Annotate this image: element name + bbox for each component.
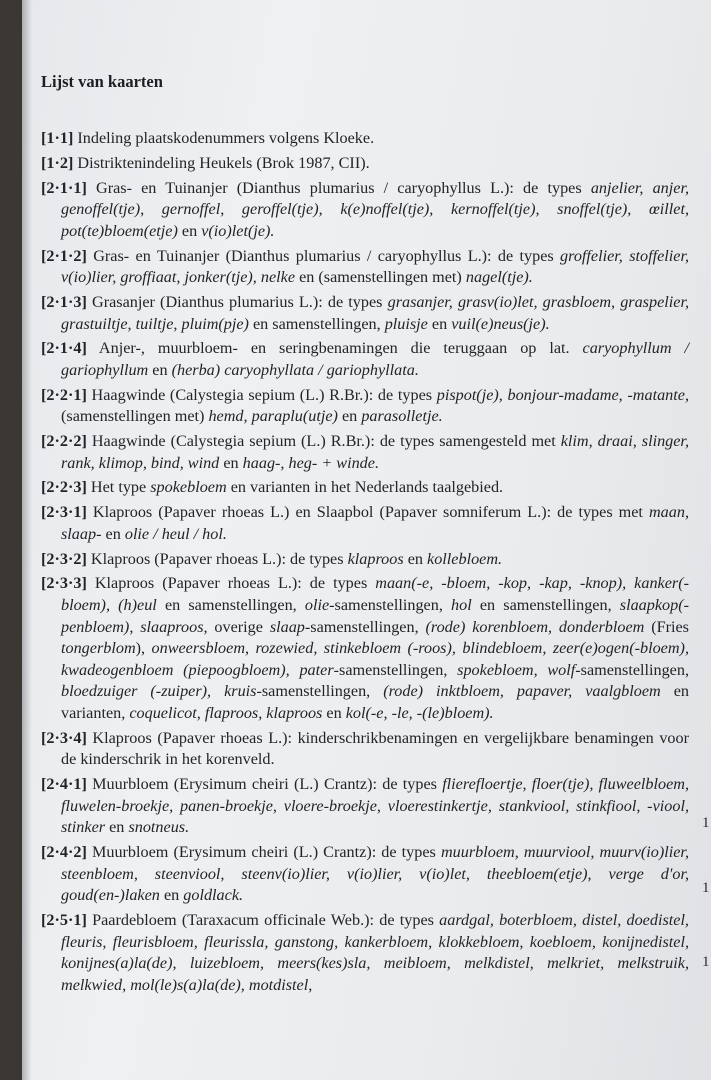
entry-number: [2·1·3] — [41, 292, 87, 311]
map-list-entry — [41, 153, 689, 175]
entry-text: Gras- en Tuinanjer (Dianthus plumarius / caryophyllus L.): de types — [86, 178, 591, 197]
entry-text-italic: kollebloem. — [427, 549, 503, 568]
entry-text-italic: pluisje — [384, 314, 428, 333]
map-list — [41, 128, 689, 1000]
entry-text: Klaproos (Papaver rhoeas L.): de types — [86, 574, 376, 593]
entry-text-italic: slaapkop(-penbloem), slaaproos, — [61, 595, 690, 636]
entry-text-italic: maan, slaap- — [61, 503, 689, 543]
entry-text-italic: snotneus. — [128, 818, 190, 837]
entry-number: [2·1·2] — [41, 246, 87, 265]
map-list-entry — [41, 338, 689, 381]
entry-text-italic: flierefloertje, floer(tje), fluweelbloem, fluwelen-broekje, panen-broekje, vloere-broekje, vloerestinkertje, stankviool, stinkfiool, -viool, stinker — [61, 775, 689, 837]
entry-text: -samenstellingen, — [329, 595, 452, 614]
entry-text: Het type — [86, 478, 151, 497]
entry-text-italic: haag-, heg- + winde. — [242, 453, 380, 472]
entry-text-italic: anjelier, anjer, genoffel(tje), gernoffel, geroffel(tje), k(e)noffel(tje), kernoffel(tje), snoffel(tje), œillet, pot(te)bloem(etje) — [61, 178, 690, 240]
entry-text: en — [177, 221, 202, 240]
entry-text-italic: maan(-e, -bloem, -kop, -kap, -knop), kanker(-bloem), (h)eul — [61, 574, 689, 614]
entry-text-italic: olie / heul / hol. — [124, 524, 227, 543]
entry-text-italic: caryophyllum / gariophyllum — [61, 339, 689, 379]
entry-text: (samenstellingen met) — [61, 407, 209, 426]
entry-text-italic: (rode) inktbloem, papaver, vaalgbloem — [383, 682, 661, 701]
entry-number: [2·4·2] — [41, 843, 87, 862]
entry-text: en varianten, — [61, 682, 690, 722]
entry-text: Muurbloem (Erysimum cheiri (L.) Crantz): de types — [86, 775, 443, 794]
entry-text-italic: parasolletje. — [361, 407, 443, 426]
entry-text: en varianten in het Nederlands taalgebied. — [226, 478, 504, 497]
map-list-entry — [41, 128, 689, 150]
entry-text: Distriktenindeling Heukels (Brok 1987, CII). — [73, 153, 370, 172]
entry-text: en — [427, 314, 452, 333]
gutter-shadow — [22, 0, 32, 1080]
map-list-entry — [41, 910, 689, 996]
entry-text: -samenstellingen, — [256, 682, 384, 701]
entry-text-italic: aardgal, boterbloem, distel, doedistel, fleuris, fleurisbloem, fleurissla, ganstong, kankerbloem, klokkebloem, koebloem, konijnedistel, konijnes(a)la(de), luizebloem, meers(kes)sla, meibloem, melkdistel, melkriet, melkstruik, melkwied, mol(le)s(a)la(de), motdistel, — [61, 911, 689, 994]
entry-text-italic: (herba) caryophyllata / gariophyllata. — [171, 360, 419, 379]
entry-text-italic: slaap — [269, 617, 305, 636]
entry-text: en — [219, 453, 243, 472]
entry-number: [2·3·4] — [41, 728, 87, 747]
entry-number: [1·2] — [41, 153, 74, 172]
entry-text: en — [159, 886, 184, 905]
entry-text: (Fries — [644, 617, 689, 636]
map-list-entry — [41, 246, 689, 289]
map-list-entry — [41, 477, 689, 499]
entry-text: Klaproos (Papaver rhoeas L.): de types — [86, 549, 348, 568]
entry-text-italic: bloedzuiger (-zuiper), kruis — [61, 682, 257, 701]
entry-text-italic: coquelicot, flaproos, klaproos — [129, 703, 323, 722]
entry-text-italic: tongerblom — [61, 639, 136, 658]
entry-text: en (samenstellingen met) — [295, 268, 466, 287]
entry-text-italic: spokebloem, wolf — [457, 660, 576, 679]
map-list-entry — [41, 431, 689, 474]
entry-text-italic: spokebloem — [150, 478, 227, 497]
entry-number: [2·5·1] — [41, 911, 87, 929]
entry-text: Paardebloem (Taraxacum officinale Web.): de types — [86, 911, 440, 929]
page-heading: Lijst van kaarten — [41, 72, 163, 91]
entry-number: [2·2·2] — [41, 432, 87, 451]
entry-text: en — [105, 818, 129, 837]
entry-text-italic: (rode) korenbloem, donderbloem — [425, 617, 645, 636]
entry-number: [2·3·2] — [41, 549, 87, 568]
map-list-entry — [41, 178, 689, 243]
entry-text-italic: olie — [304, 595, 330, 614]
entry-text: Anjer-, muurbloem- en seringbenamingen die teruggaan op lat. — [86, 339, 583, 358]
entry-text: Gras- en Tuinanjer (Dianthus plumarius / caryophyllus L.): de types — [86, 246, 561, 265]
entry-text: Muurbloem (Erysimum cheiri (L.) Crantz): de types — [86, 843, 441, 862]
margin-mark: 1 — [702, 954, 710, 970]
entry-number: [2·3·1] — [41, 503, 87, 522]
entry-text: Klaproos (Papaver rhoeas L.): kinderschrikbenamingen en vergelijkbare benamingen voor de kinderschrik in het korenveld. — [61, 728, 689, 769]
map-list-entry — [41, 502, 689, 545]
map-list-entry — [41, 842, 689, 907]
entry-text: en — [337, 407, 362, 426]
entry-text: en samenstellingen, — [248, 314, 385, 333]
map-list-entry — [41, 728, 689, 771]
entry-text: en — [322, 703, 346, 722]
entry-text: -samenstellingen, — [333, 660, 458, 679]
entry-text-italic: klaproos — [347, 549, 404, 568]
entry-text-italic: onweersbloem, rozewied, stinkebloem (-roos), blindebloem, zeer(e)ogen(-bloem), kwadeogenbloem (piepoogbloem), pater — [61, 639, 689, 679]
map-list-entry — [41, 774, 689, 839]
entry-number: [2·1·1] — [41, 178, 87, 197]
entry-number: [1·1] — [41, 129, 74, 147]
entry-text: Haagwinde (Calystegia sepium (L.) R.Br.): de types — [86, 385, 437, 404]
entry-text-italic: vuil(e)neus(je). — [451, 314, 550, 333]
entry-text: en samenstellingen, — [471, 595, 620, 614]
entry-text: Klaproos (Papaver rhoeas L.) en Slaapbol (Papaver somniferum L.): de types met — [86, 503, 649, 522]
entry-text: -samenstellingen, — [575, 660, 690, 679]
map-list-entry — [41, 573, 689, 724]
entry-text: overige — [207, 617, 270, 636]
entry-text: en samenstellingen, — [156, 595, 305, 614]
entry-number: [2·4·1] — [41, 775, 87, 794]
entry-text-italic: groffelier, stoffelier, v(io)lier, groffiaat, jonker(tje), nelke — [61, 246, 689, 287]
margin-mark: 1 — [702, 880, 710, 896]
entry-text-italic: muurbloem, muurviool, muurv(io)lier, steenbloem, steenviool, steenv(io)lier, v(io)lier, v(io)let, theebloem(etje), verge d'or, goud(en-)laken — [61, 843, 689, 905]
entry-number: [2·2·1] — [41, 385, 87, 404]
entry-text-italic: klim, draai, slinger, rank, klimop, bind, wind — [61, 432, 689, 472]
entry-text-italic: hemd, paraplu(utje) — [208, 407, 338, 426]
entry-number: [2·1·4] — [41, 339, 87, 358]
entry-text-italic: hol — [451, 595, 472, 614]
entry-text-italic: pispot(je), bonjour-madame, -matante, — [436, 385, 689, 404]
entry-text: Haagwinde (Calystegia sepium (L.) R.Br.): de types samengesteld met — [86, 432, 561, 451]
entry-number: [2·3·3] — [41, 574, 87, 593]
entry-text: en — [148, 360, 172, 379]
entry-text-italic: kol(-e, -le, -(le)bloem). — [345, 703, 494, 722]
entry-text: en — [101, 524, 125, 543]
book-page — [22, 0, 711, 1080]
entry-number: [2·2·3] — [41, 478, 87, 497]
entry-text: -samenstellingen, — [304, 617, 426, 636]
map-list-entry — [41, 292, 689, 335]
entry-text: en — [403, 549, 428, 568]
map-list-entry — [41, 385, 689, 428]
entry-text-italic: v(io)let(je). — [201, 221, 275, 240]
entry-text: ), — [135, 639, 152, 658]
entry-text-italic: goldlack. — [183, 886, 244, 905]
entry-text: Grasanjer (Dianthus plumarius L.): de types — [86, 292, 388, 311]
entry-text: Indeling plaatskodenummers volgens Kloeke. — [73, 129, 375, 147]
margin-mark: 1 — [702, 815, 710, 831]
entry-text-italic: grasanjer, grasv(io)let, grasbloem, graspelier, grastuiltje, tuiltje, pluim(pje) — [61, 292, 689, 333]
entry-text-italic: nagel(tje). — [465, 268, 533, 287]
map-list-entry — [41, 549, 689, 571]
